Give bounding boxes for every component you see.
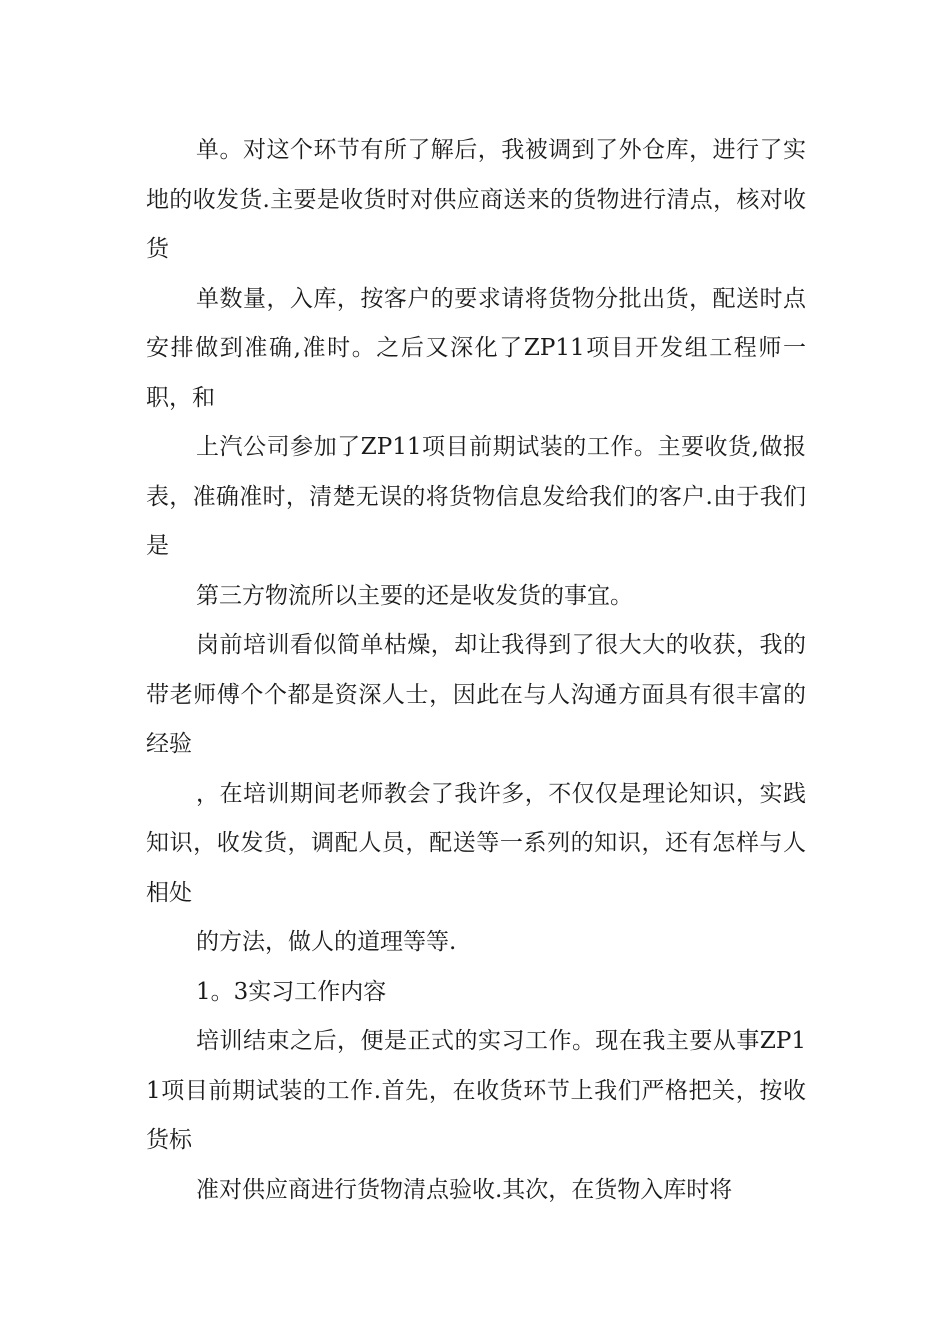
section-heading: 1。3实习工作内容 bbox=[196, 978, 387, 1005]
paragraph: 单数量，入库，按客户的要求请将货物分批出货，配送时点安排做到准确,准时。之后又深化了ZP11项目开发组工程师一职，和 bbox=[146, 285, 806, 411]
paragraph: 单。对这个环节有所了解后，我被调到了外仓库，进行了实地的收发货.主要是收货时对供应商送来的货物进行清点，核对收货 bbox=[146, 137, 806, 262]
paragraph: 第三方物流所以主要的还是收发货的事宜。 bbox=[196, 582, 633, 609]
paragraph: 的方法，做人的道理等等. bbox=[196, 929, 457, 955]
paragraph: ，在培训期间老师教会了我许多，不仅仅是理论知识，实践知识，收发货，调配人员，配送等一系列的知识，还有怎样与人相处 bbox=[146, 780, 806, 906]
paragraph: 培训结束之后，便是正式的实习工作。现在我主要从事ZP11项目前期试装的工作.首先，在收货环节上我们严格把关，按收货标 bbox=[146, 1028, 806, 1153]
paragraph: 岗前培训看似简单枯燥，却让我得到了很大大的收获，我的带老师傅个个都是资深人士，因此在与人沟通方面具有很丰富的经验 bbox=[146, 632, 806, 757]
document-body bbox=[146, 126, 806, 1215]
paragraph: 上汽公司参加了ZP11项目前期试装的工作。主要收货,做报表，准确准时，清楚无误的将货物信息发给我们的客户.由于我们是 bbox=[146, 434, 806, 559]
paragraph: 准对供应商进行货物清点验收.其次，在货物入库时将 bbox=[196, 1176, 733, 1203]
